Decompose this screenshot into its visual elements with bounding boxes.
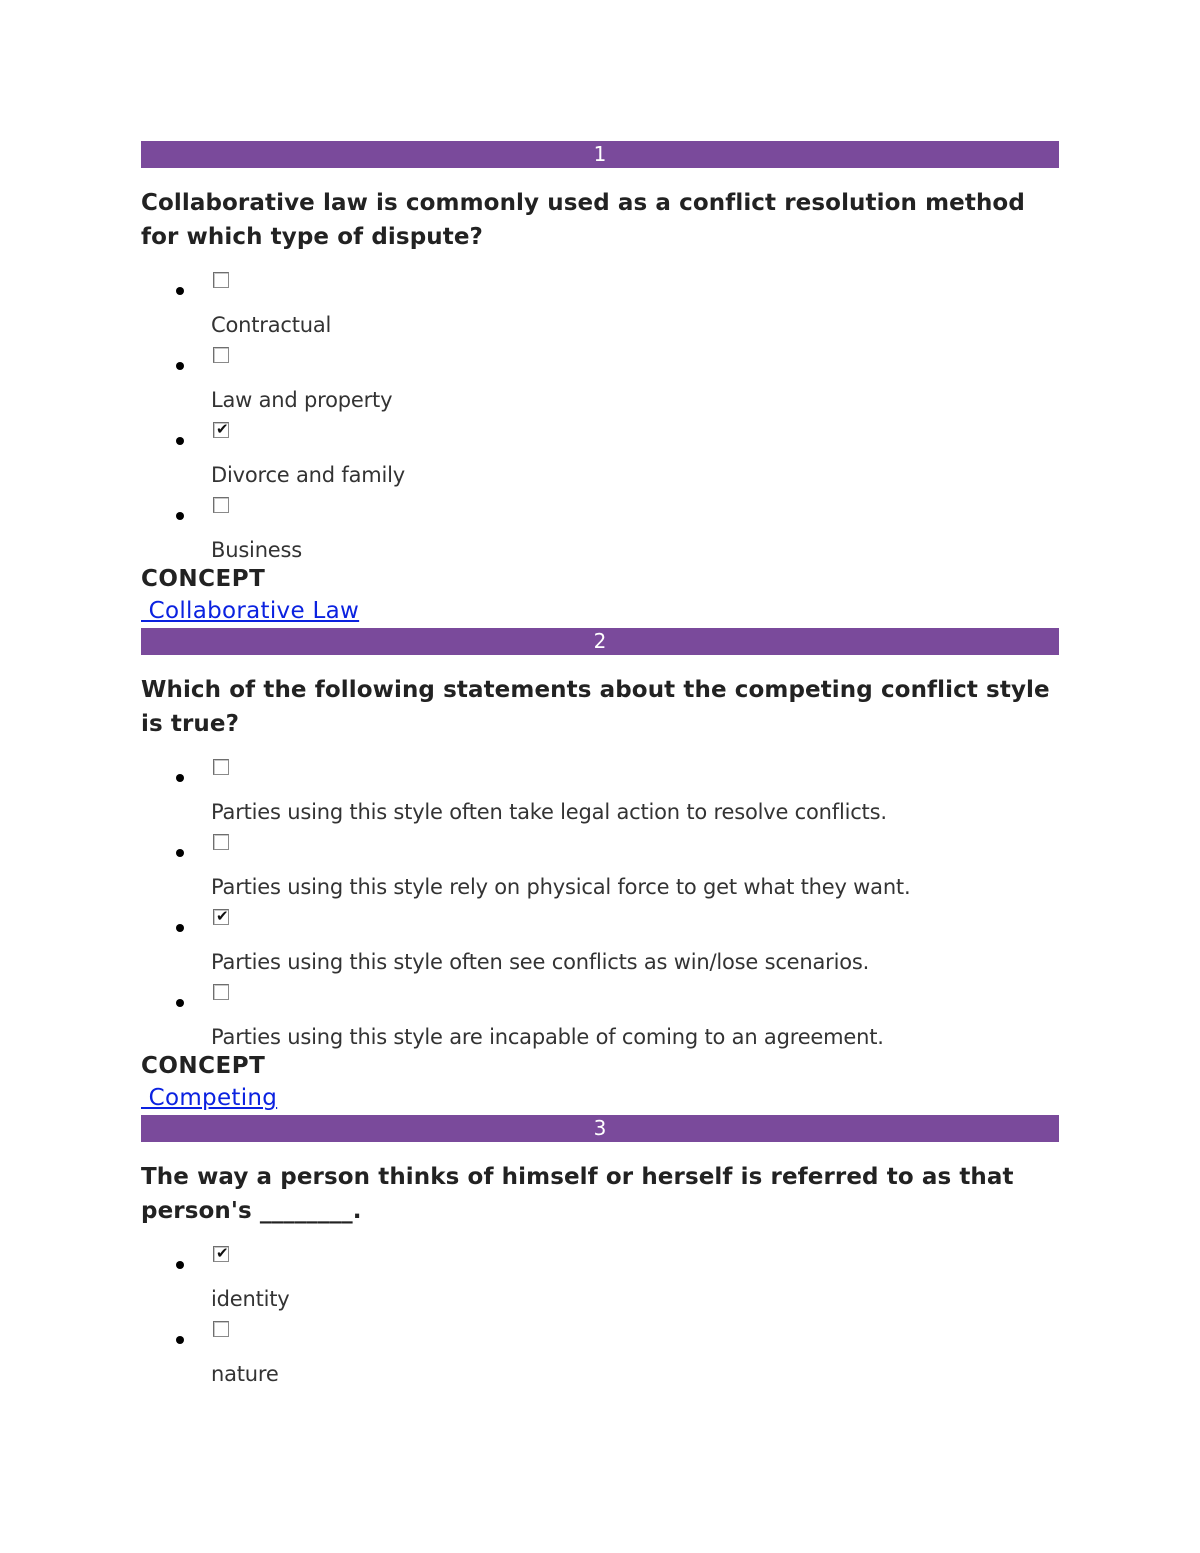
bullet-icon	[176, 924, 184, 932]
answer-option	[141, 270, 1059, 345]
answer-option	[141, 495, 1059, 570]
question-3	[141, 1115, 1059, 1394]
question-2	[141, 628, 1059, 1115]
bullet-icon	[176, 437, 184, 445]
answer-label: Parties using this style often take legal action to resolve conflicts.	[211, 800, 887, 824]
bullet-icon	[176, 849, 184, 857]
bullet-icon	[176, 999, 184, 1007]
answer-checkbox-checked[interactable]	[213, 1246, 229, 1262]
answer-checkbox[interactable]	[213, 834, 229, 850]
answer-label: Contractual	[211, 313, 332, 337]
bullet-icon	[176, 1261, 184, 1269]
question-text: Which of the following statements about the competing conflict style is true?	[141, 677, 1050, 737]
bullet-icon	[176, 362, 184, 370]
answer-label: Parties using this style are incapable of coming to an agreement.	[211, 1025, 884, 1049]
answer-option	[141, 907, 1059, 982]
answer-label: Parties using this style rely on physical force to get what they want.	[211, 875, 911, 899]
bullet-icon	[176, 774, 184, 782]
answer-checkbox-checked[interactable]	[213, 422, 229, 438]
answer-option	[141, 1319, 1059, 1394]
quiz-page	[141, 141, 1059, 1394]
concept-link[interactable]: Competing	[141, 1085, 278, 1111]
answer-checkbox-checked[interactable]	[213, 909, 229, 925]
question-number: 1	[593, 142, 607, 166]
answer-checkbox[interactable]	[213, 272, 229, 288]
answer-option	[141, 420, 1059, 495]
checkmark-icon: ✔	[216, 420, 229, 438]
answer-checkbox[interactable]	[213, 984, 229, 1000]
question-number-bar	[141, 141, 1059, 168]
answer-label: Business	[211, 538, 303, 562]
answer-checkbox[interactable]	[213, 759, 229, 775]
question-number: 2	[593, 629, 607, 653]
answer-options	[141, 1244, 1059, 1394]
answer-label: Law and property	[211, 388, 393, 412]
answer-option	[141, 757, 1059, 832]
question-text: The way a person thinks of himself or herself is referred to as that person's ________.	[141, 1164, 1014, 1224]
question-number: 3	[593, 1116, 607, 1140]
concept-link[interactable]: Collaborative Law	[141, 598, 360, 624]
answer-label: identity	[211, 1287, 290, 1311]
concept-heading: CONCEPT	[141, 1053, 266, 1079]
answer-option	[141, 982, 1059, 1057]
answer-option	[141, 832, 1059, 907]
question-1	[141, 141, 1059, 628]
checkmark-icon: ✔	[216, 1244, 229, 1262]
concept-heading: CONCEPT	[141, 566, 266, 592]
bullet-icon	[176, 1336, 184, 1344]
bullet-icon	[176, 287, 184, 295]
question-number-bar	[141, 1115, 1059, 1142]
answer-checkbox[interactable]	[213, 497, 229, 513]
answer-label: Divorce and family	[211, 463, 405, 487]
answer-options	[141, 270, 1059, 570]
answer-option	[141, 345, 1059, 420]
bullet-icon	[176, 512, 184, 520]
question-number-bar	[141, 628, 1059, 655]
answer-label: Parties using this style often see conflicts as win/lose scenarios.	[211, 950, 870, 974]
checkmark-icon: ✔	[216, 907, 229, 925]
answer-option	[141, 1244, 1059, 1319]
question-text: Collaborative law is commonly used as a conflict resolution method for which type of dispute?	[141, 190, 1025, 250]
answer-options	[141, 757, 1059, 1057]
answer-label: nature	[211, 1362, 279, 1386]
answer-checkbox[interactable]	[213, 1321, 229, 1337]
answer-checkbox[interactable]	[213, 347, 229, 363]
